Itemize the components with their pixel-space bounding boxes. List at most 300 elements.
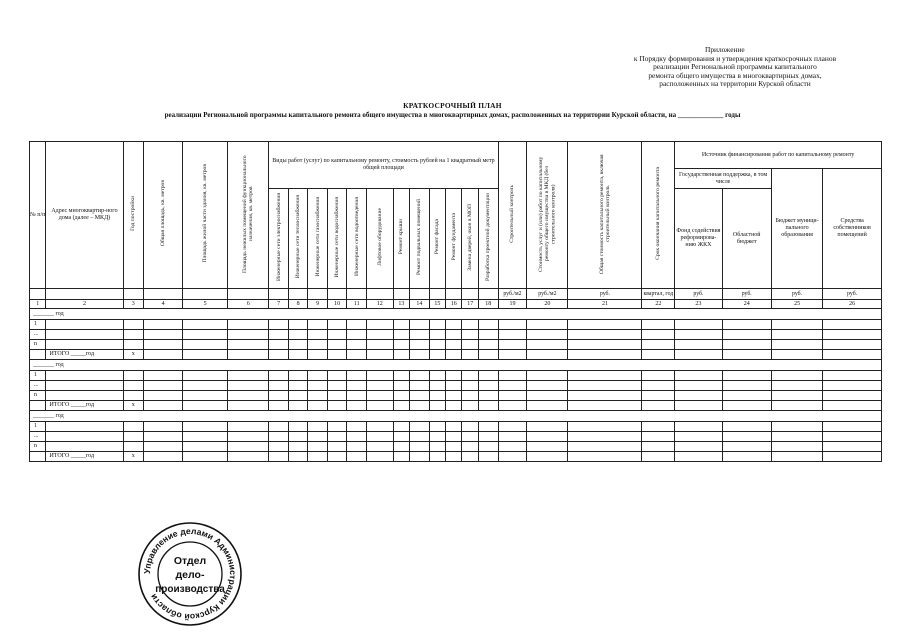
table-cell [393,422,409,432]
table-cell [228,422,269,432]
appendix-line: реализации Региональной программы капитального [653,62,817,72]
table-cell [498,401,527,411]
table-cell [393,432,409,442]
table-cell [393,350,409,360]
table-cell [823,320,882,330]
column-numbers-row [30,300,882,309]
table-cell [823,391,882,401]
row-number: 1 [30,422,46,432]
table-cell [823,422,882,432]
table-cell [498,350,527,360]
table-cell [144,452,183,462]
table-cell [269,452,289,462]
table-cell [446,422,462,432]
table-cell [308,330,328,340]
table-cell [347,330,367,340]
header-nonliving-area [228,142,269,289]
table-cell [642,340,675,350]
table-cell [327,350,347,360]
table-cell [771,452,822,462]
table-cell [366,340,393,350]
table-cell [446,452,462,462]
table-cell [642,350,675,360]
table-cell [823,340,882,350]
table-cell [347,452,367,462]
column-number: 16 [446,300,462,309]
column-number: 15 [429,300,445,309]
table-cell [269,340,289,350]
table-cell [366,401,393,411]
header-text: Инженерные сети теплоснабжения [295,195,302,279]
table-cell [308,432,328,442]
table-cell [366,432,393,442]
table-cell [347,320,367,330]
table-cell [722,320,771,330]
table-cell [478,320,498,330]
table-cell [288,452,308,462]
table-cell [446,442,462,452]
table-cell [288,442,308,452]
table-cell [366,371,393,381]
table-cell [642,371,675,381]
table-cell [308,391,328,401]
header-work [347,189,367,289]
table-cell [410,452,430,462]
table-cell [642,330,675,340]
column-number: 1 [30,300,46,309]
total-label: ИТОГО _____год [46,350,123,360]
year-label: _______ год [30,411,882,422]
table-cell [478,442,498,452]
table-cell [675,371,722,381]
table-cell [228,432,269,442]
table-cell [675,391,722,401]
table-cell [568,432,642,442]
table-cell [722,401,771,411]
table-cell [446,320,462,330]
table-cell [642,391,675,401]
table-cell [429,371,445,381]
table-cell [288,391,308,401]
document-title: КРАТКОСРОЧНЫЙ ПЛАН [403,101,502,110]
table-cell [228,320,269,330]
table-cell [478,422,498,432]
table-cell [462,432,478,442]
table-cell [123,330,144,340]
table-cell [123,422,144,432]
table-cell [722,452,771,462]
plan-table [29,141,882,462]
column-number: 4 [144,300,183,309]
unit-cell: руб. [675,289,722,300]
table-cell [228,371,269,381]
table-cell [327,452,347,462]
table-cell [144,381,183,391]
table-cell [410,371,430,381]
column-number: 6 [228,300,269,309]
table-cell [46,381,123,391]
stamp-ring-textpath: Управление делами Администрации Курской области [141,525,239,623]
table-cell [269,371,289,381]
header-work [446,189,462,289]
table-cell [288,401,308,411]
table-cell [30,401,46,411]
table-cell [462,320,478,330]
stamp-center-line: производства [155,584,225,595]
header-text: Замена дверей, окон в МОП [467,203,474,271]
header-text: Площадь жилой части здания, кв. метров [202,164,209,263]
header-municipal-budget: Бюджет муници-пального образования [771,169,822,289]
header-housing-fund: Фонд содействия реформирова-нию ЖКХ [675,189,722,289]
table-cell [269,432,289,442]
table-cell [675,381,722,391]
table-cell [771,320,822,330]
table-cell [183,340,228,350]
table-cell [498,422,527,432]
table-cell [527,330,568,340]
table-cell [429,330,445,340]
table-cell [722,381,771,391]
table-cell [722,442,771,452]
table-cell [366,381,393,391]
table-cell [228,391,269,401]
table-cell [429,401,445,411]
table-cell [327,401,347,411]
table-cell [462,330,478,340]
header-work [393,189,409,289]
table-cell [347,340,367,350]
sections-body [30,309,882,462]
table-cell [462,442,478,452]
table-cell [393,391,409,401]
table-cell [144,422,183,432]
table-cell [642,432,675,442]
header-text: Инженерные сети электроснабжения [275,192,282,282]
table-cell [568,330,642,340]
table-cell [269,442,289,452]
table-cell [327,391,347,401]
table-cell [429,381,445,391]
table-cell [462,422,478,432]
table-cell [823,381,882,391]
table-cell [642,452,675,462]
header-text: Ремонт фундамента [450,213,457,261]
header-text: Площадь нежилых помещений функционального назначения, кв. метров [242,154,255,273]
table-cell [347,350,367,360]
table-cell [46,422,123,432]
table-cell [568,340,642,350]
table-cell [722,340,771,350]
table-cell [123,381,144,391]
appendix-header [585,46,885,89]
table-cell [288,432,308,442]
header-deadline [642,142,675,289]
table-cell [308,422,328,432]
table-cell [527,422,568,432]
column-number: 25 [771,300,822,309]
table-cell [144,371,183,381]
header-text: Срок окончания капитального ремонта [655,167,662,260]
header-text: Лифтовое оборудование [376,208,383,266]
table-cell [429,391,445,401]
row-number: 1 [30,320,46,330]
table-cell [347,442,367,452]
table-cell [228,330,269,340]
column-number: 21 [568,300,642,309]
table-cell [478,350,498,360]
table-cell [462,350,478,360]
table-cell [478,371,498,381]
header-text: Общая площадь, кв. метров [159,180,166,247]
table-cell [527,371,568,381]
table-cell [327,442,347,452]
total-row [30,350,882,360]
table-cell [498,442,527,452]
table-cell [498,320,527,330]
table-cell [823,442,882,452]
table-cell [46,340,123,350]
table-cell [568,391,642,401]
header-text: Год постройки [130,196,137,231]
header-regional-budget: Областной бюджет [722,189,771,289]
table-cell [722,391,771,401]
unit-cell: квартал, год [642,289,675,300]
table-cell [771,330,822,340]
unit-cell: руб. [823,289,882,300]
table-cell [462,340,478,350]
table-cell [393,401,409,411]
column-number: 11 [347,300,367,309]
table-cell [327,371,347,381]
table-cell [308,401,328,411]
table-cell [327,320,347,330]
table-cell [675,401,722,411]
table-cell [228,452,269,462]
table-cell [366,350,393,360]
table-cell [527,350,568,360]
header-works-group: Виды работ (услуг) по капитальному ремонту, стоимость рублей на 1 квадратный метр общей площади [269,142,498,189]
table-cell [393,371,409,381]
year-label: _______ год [30,309,882,320]
table-cell [675,452,722,462]
table-cell [183,442,228,452]
office-stamp [136,520,244,628]
header-work [478,189,498,289]
table-cell [527,442,568,452]
table-cell [183,320,228,330]
table-cell [446,371,462,381]
table-row [30,340,882,350]
appendix-line: Приложение [705,45,745,54]
table-cell [46,320,123,330]
table-cell [771,391,822,401]
table-cell [771,432,822,442]
table-cell [446,381,462,391]
table-cell [144,340,183,350]
column-number: 18 [478,300,498,309]
table-cell [527,320,568,330]
header-total-cost [568,142,642,289]
table-cell [288,320,308,330]
table-cell [771,422,822,432]
header-living-area [183,142,228,289]
table-cell [228,401,269,411]
table-cell [527,391,568,401]
table-cell [410,340,430,350]
table-cell [327,330,347,340]
table-cell [288,350,308,360]
header-sources-group: Источник финансирования работ по капитальному ремонту [675,142,882,169]
table-cell [308,452,328,462]
table-cell [478,432,498,442]
table-cell [429,452,445,462]
table-cell [642,401,675,411]
stamp-center-line: дело- [175,569,205,581]
table-row [30,371,882,381]
table-cell [410,422,430,432]
header-work [308,189,328,289]
table-cell [568,422,642,432]
table-cell [228,340,269,350]
table-cell [675,330,722,340]
table-cell [771,340,822,350]
unit-cell: руб./м2 [498,289,527,300]
table-cell [228,442,269,452]
table-cell [722,371,771,381]
table-cell [30,452,46,462]
table-cell [446,330,462,340]
column-number: 23 [675,300,722,309]
table-cell [288,371,308,381]
total-mark: x [123,350,144,360]
table-cell [675,340,722,350]
table-cell [771,350,822,360]
table-cell [228,381,269,391]
table-cell [46,330,123,340]
table-cell [183,401,228,411]
header-owners-funds: Средства собственников помещений [823,169,882,289]
header-text: Ремонт подвальных помещений [416,198,423,276]
table-cell [446,350,462,360]
table-cell [462,401,478,411]
table-cell [675,320,722,330]
table-cell [527,452,568,462]
document-subtitle: реализации Региональной программы капитального ремонта общего имущества в многоквартирных домах, расположенных на территории Курской области, на _____________ годы [164,111,741,119]
table-cell [446,391,462,401]
table-cell [144,350,183,360]
table-cell [123,442,144,452]
table-cell [446,340,462,350]
table-cell [308,371,328,381]
header-work [366,189,393,289]
table-cell [722,330,771,340]
table-cell [478,330,498,340]
table-cell [722,350,771,360]
table-cell [228,350,269,360]
table-cell [288,381,308,391]
table-cell [123,340,144,350]
table-cell [46,432,123,442]
table-cell [446,432,462,442]
total-mark: x [123,452,144,462]
header-year-built [123,142,144,289]
table-cell [366,391,393,401]
header-work [288,189,308,289]
total-mark: x [123,401,144,411]
table-cell [393,330,409,340]
header-text: Ремонт фасада [434,219,441,255]
table-cell [366,320,393,330]
header-construction-control [498,142,527,289]
table-cell [410,320,430,330]
header-text: Ремонт крыши [398,219,405,255]
header-work [327,189,347,289]
table-cell [288,330,308,340]
table-cell [722,422,771,432]
table-cell [269,401,289,411]
table-cell [478,391,498,401]
total-row [30,401,882,411]
row-number: n [30,340,46,350]
table-cell [498,371,527,381]
unit-cell: руб. [568,289,642,300]
table-cell [462,371,478,381]
table-cell [123,432,144,442]
table-cell [288,340,308,350]
table-cell [183,371,228,381]
column-number: 12 [366,300,393,309]
table-cell [269,350,289,360]
appendix-line: к Порядку формирования и утверждения краткосрочных планов [633,53,837,63]
table-cell [366,442,393,452]
table-cell [642,422,675,432]
table-cell [183,391,228,401]
table-cell [429,432,445,442]
table-cell [568,381,642,391]
row-number: n [30,442,46,452]
table-cell [642,320,675,330]
table-cell [288,422,308,432]
year-row [30,411,882,422]
row-number: ... [30,432,46,442]
table-cell [478,381,498,391]
table-cell [123,320,144,330]
table-cell [269,320,289,330]
table-cell [771,381,822,391]
table-cell [675,350,722,360]
table-cell [675,432,722,442]
table-cell [123,391,144,401]
table-cell [46,442,123,452]
table-cell [498,330,527,340]
table-cell [642,442,675,452]
unit-cell: руб. [722,289,771,300]
table-cell [675,422,722,432]
table-cell [823,432,882,442]
table-cell [642,381,675,391]
unit-cell: руб. [771,289,822,300]
table-cell [722,432,771,442]
table-row [30,330,882,340]
stamp-center-line: Отдел [173,555,207,567]
total-label: ИТОГО _____год [46,401,123,411]
table-cell [771,442,822,452]
table-cell [183,350,228,360]
column-number: 17 [462,300,478,309]
column-number: 10 [327,300,347,309]
table-cell [429,320,445,330]
table-cell [410,442,430,452]
